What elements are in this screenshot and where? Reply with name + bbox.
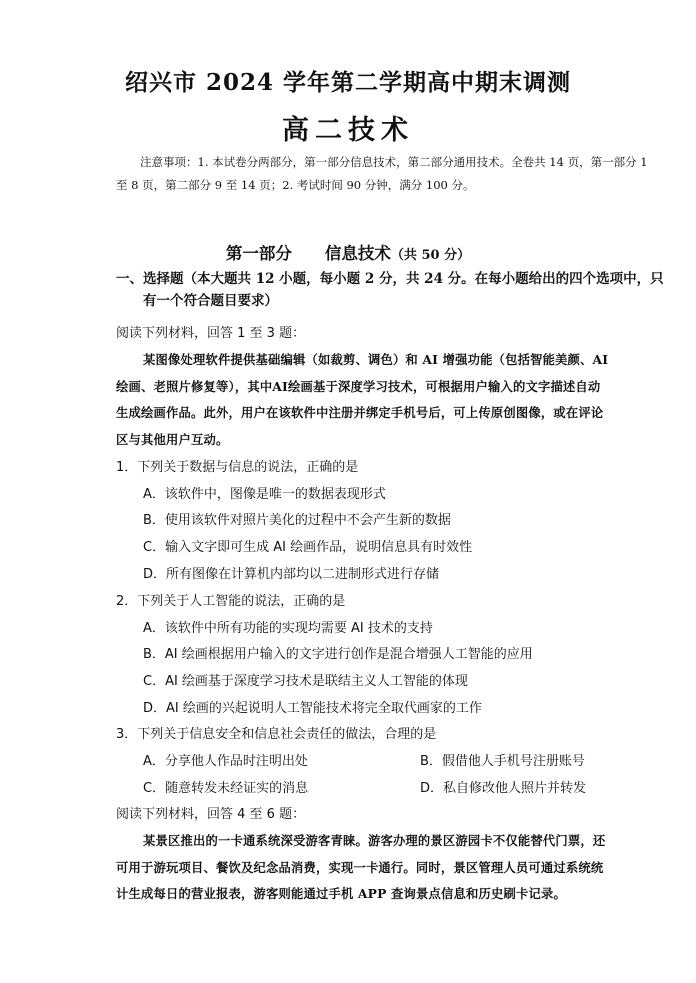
question-3-option-d: D．私自修改他人照片并转发 (420, 781, 587, 796)
passage-2-line: 计生成每日的营业报表，游客则能通过手机 APP 查询景点信息和历史刷卡记录。 (116, 886, 566, 901)
passage-1-intro: 阅读下列材料，回答 1 至 3 题： (116, 326, 306, 341)
question-2-option-c: C．AI 绘画基于深度学习技术是联结主义人工智能的体现 (143, 674, 468, 689)
part-title-text: 第一部分 信息技术 (225, 244, 391, 263)
question-3-option-b: B．假借他人手机号注册账号 (420, 754, 585, 769)
notice-line-1: 注意事项：1. 本试卷分两部分，第一部分信息技术，第二部分通用技术。全卷共 14 页，第一部分 1 (140, 155, 648, 169)
part-title (0, 240, 696, 264)
notice-line-2: 至 8 页，第二部分 9 至 14 页；2. 考试时间 90 分钟，满分 100 分。 (116, 178, 475, 192)
passage-1-line: 区与其他用户互动。 (116, 432, 229, 447)
question-2-stem: 2．下列关于人工智能的说法，正确的是 (116, 594, 346, 609)
question-1-stem: 1．下列关于数据与信息的说法，正确的是 (116, 460, 359, 475)
part-score: （共 50 分） (390, 248, 471, 263)
question-1-option-a: A．该软件中，图像是唯一的数据表现形式 (143, 487, 386, 502)
question-2-option-d: D．AI 绘画的兴起说明人工智能技术将完全取代画家的工作 (143, 701, 482, 716)
question-1-option-b: B．使用该软件对照片美化的过程中不会产生新的数据 (143, 513, 451, 528)
question-3-option-a: A．分享他人作品时注明出处 (143, 754, 308, 769)
section-heading-line-1: 一、选择题（本大题共 12 小题，每小题 2 分，共 24 分。在每小题给出的四个选项中，只 (116, 271, 664, 287)
section-heading-line-2: 有一个符合题目要求） (143, 293, 278, 309)
question-3-stem: 3．下列关于信息安全和信息社会责任的做法，合理的是 (116, 727, 437, 742)
exam-subject: 高二技术 (282, 115, 414, 146)
passage-1-line: 某图像处理软件提供基础编辑（如裁剪、调色）和 AI 增强功能（包括智能美颜、AI (143, 352, 609, 367)
question-1-option-c: C．输入文字即可生成 AI 绘画作品，说明信息具有时效性 (143, 540, 473, 555)
question-2-option-a: A．该软件中所有功能的实现均需要 AI 技术的支持 (143, 621, 433, 636)
passage-2-line: 可用于游玩项目、餐饮及纪念品消费，实现一卡通行。同时，景区管理人员可通过系统统 (116, 860, 604, 875)
passage-2-intro: 阅读下列材料，回答 4 至 6 题： (116, 807, 306, 822)
question-2-option-b: B．AI 绘画根据用户输入的文字进行创作是混合增强人工智能的应用 (143, 647, 533, 662)
question-3-option-c: C．随意转发未经证实的消息 (143, 781, 309, 796)
question-1-option-d: D．所有图像在计算机内部均以二进制形式进行存储 (143, 567, 440, 582)
passage-2-line: 某景区推出的一卡通系统深受游客青睐。游客办理的景区游园卡不仅能替代门票，还 (143, 833, 606, 848)
passage-1-line: 生成绘画作品。此外，用户在该软件中注册并绑定手机号后，可上传原创图像，或在评论 (116, 405, 604, 420)
exam-title: 绍兴市 2024 学年第二学期高中期末调测 (124, 69, 572, 96)
passage-1-line: 绘画、老照片修复等），其中AI绘画基于深度学习技术，可根据用户输入的文字描述自动 (116, 379, 601, 394)
